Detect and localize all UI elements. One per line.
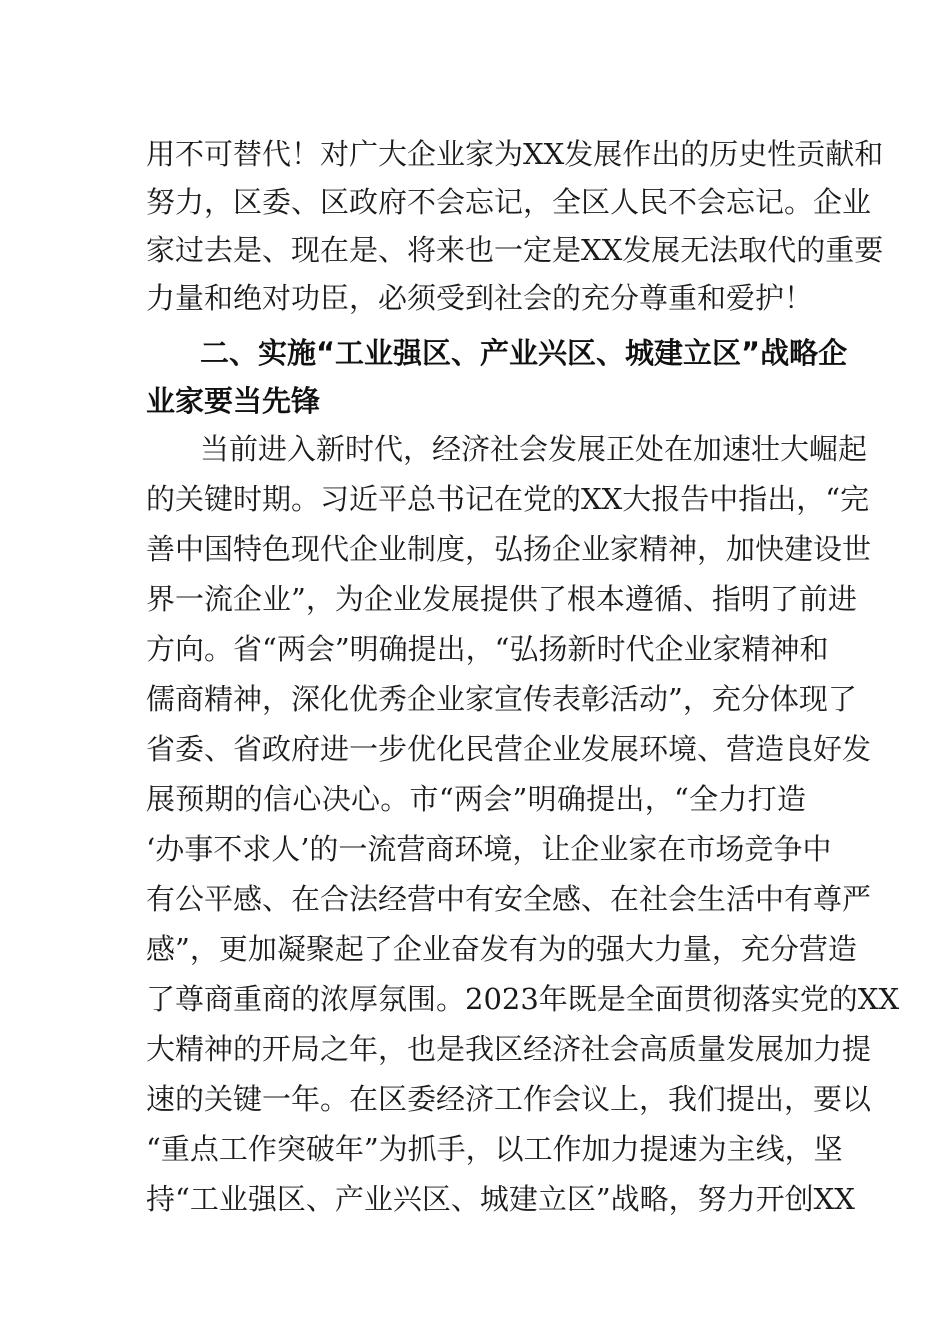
section-heading-line: 业家要当先锋 [146, 384, 321, 418]
body-text-line: 持“工业强区、产业兴区、城建立区”战略，努力开创XX [146, 1182, 855, 1216]
body-text-line: 界一流企业”，为企业发展提供了根本遵循、指明了前进 [146, 582, 857, 616]
body-text-line: 展预期的信心决心。市“两会”明确提出，“全力打造 [146, 782, 806, 816]
body-text-line: 的关键时期。习近平总书记在党的XX大报告中指出，“完 [146, 482, 870, 516]
body-text-line: 当前进入新时代，经济社会发展正处在加速壮大崛起 [200, 432, 868, 466]
body-text-line: 方向。省“两会”明确提出，“弘扬新时代企业家精神和 [146, 632, 829, 666]
body-text-line: 家过去是、现在是、将来也一定是XX发展无法取代的重要 [146, 233, 884, 267]
body-text-line: 大精神的开局之年，也是我区经济社会高质量发展加力提 [146, 1032, 872, 1066]
body-text-line: 善中国特色现代企业制度，弘扬企业家精神，加快建设世 [146, 532, 872, 566]
body-text-line: 感”，更加凝聚起了企业奋发有为的强大力量，充分营造 [146, 932, 857, 966]
body-text-line: 儒商精神，深化优秀企业家宣传表彰活动”，充分体现了 [146, 682, 857, 716]
section-heading-line: 二、实施“工业强区、产业兴区、城建立区”战略企 [200, 336, 848, 370]
body-text-line: “重点工作突破年”为抓手，以工作加力提速为主线，坚 [146, 1132, 843, 1166]
body-text-line: 有公平感、在合法经营中有安全感、在社会生活中有尊严 [146, 882, 872, 916]
body-text-line: 努力，区委、区政府不会忘记，全区人民不会忘记。企业 [146, 185, 872, 219]
body-text-line: 了尊商重商的浓厚氛围。2023年既是全面贯彻落实党的XX [146, 982, 900, 1016]
body-text-line: 速的关键一年。在区委经济工作会议上，我们提出，要以 [146, 1082, 872, 1116]
body-text-line: 用不可替代！对广大企业家为XX发展作出的历史性贡献和 [146, 137, 884, 171]
body-text-line: ‘办事不求人’的一流营商环境，让企业家在市场竞争中 [146, 832, 832, 866]
body-text-line: 省委、省政府进一步优化民营企业发展环境、营造良好发 [146, 732, 872, 766]
body-text-line: 力量和绝对功臣，必须受到社会的充分尊重和爱护！ [146, 281, 814, 315]
